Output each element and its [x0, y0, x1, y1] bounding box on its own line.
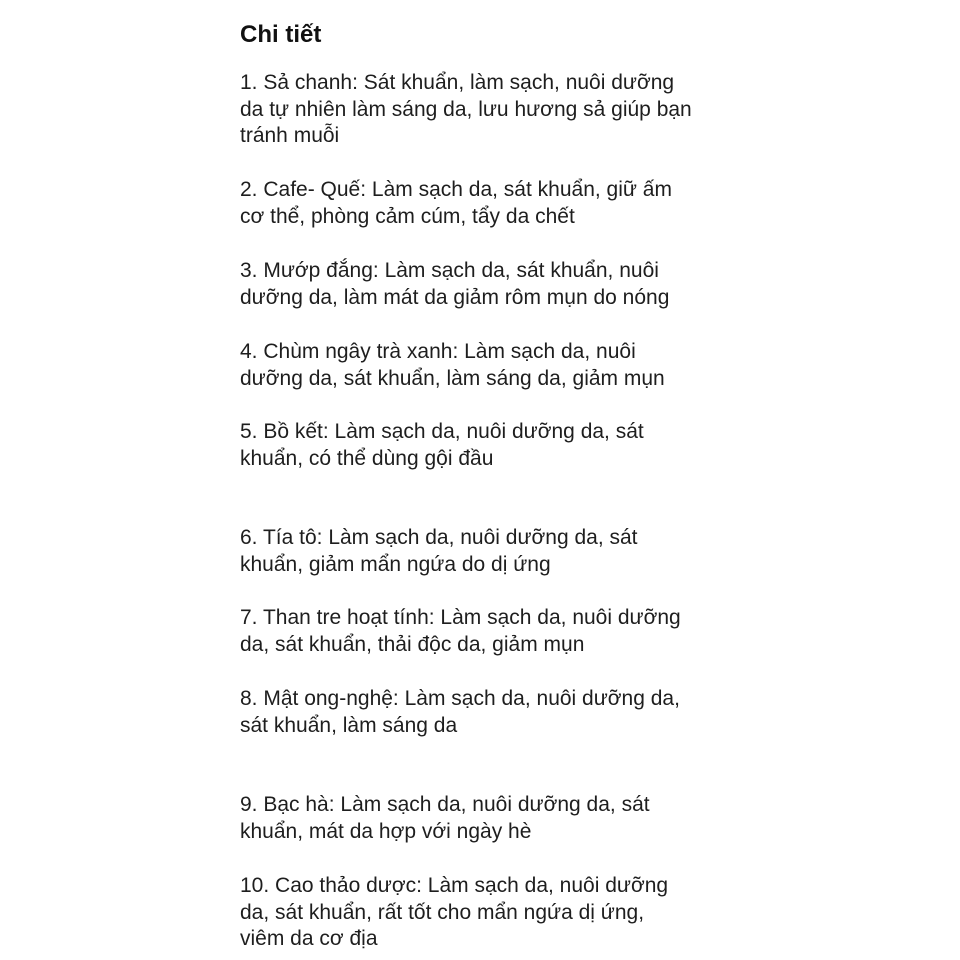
item-text-line: 3. Mướp đắng: Làm sạch da, sát khuẩn, nuôi [240, 259, 659, 282]
list-item [240, 605, 800, 658]
list-item [240, 525, 800, 578]
item-text-line: 6. Tía tô: Làm sạch da, nuôi dưỡng da, sát [240, 526, 638, 549]
item-text-line: sát khuẩn, làm sáng da [240, 713, 458, 737]
item-text-line: 10. Cao thảo dược: Làm sạch da, nuôi dưỡng [240, 874, 669, 897]
list-item [240, 873, 800, 953]
list-item [240, 70, 800, 150]
list-item [240, 792, 800, 845]
item-text-line: 8. Mật ong-nghệ: Làm sạch da, nuôi dưỡng da, [240, 687, 680, 710]
item-text-line: 9. Bạc hà: Làm sạch da, nuôi dưỡng da, sát [240, 793, 650, 816]
item-text-line: dưỡng da, làm mát da giảm rôm mụn do nóng [240, 285, 670, 309]
item-text-line: khuẩn, giảm mẩn ngứa do dị ứng [240, 552, 551, 576]
item-text-line: 5. Bồ kết: Làm sạch da, nuôi dưỡng da, sát [240, 420, 644, 443]
item-text-line: da, sát khuẩn, rất tốt cho mẩn ngứa dị ứng, [240, 900, 645, 924]
list-item [240, 686, 800, 739]
item-text-line: 7. Than tre hoạt tính: Làm sạch da, nuôi dưỡng [240, 606, 681, 629]
item-text-line: da tự nhiên làm sáng da, lưu hương sả giúp bạn [240, 97, 692, 121]
item-text-line: khuẩn, có thể dùng gội đầu [240, 446, 494, 470]
item-text-line: dưỡng da, sát khuẩn, làm sáng da, giảm mụn [240, 366, 665, 390]
item-text-line: tránh muỗi [240, 124, 340, 147]
item-text-line: viêm da cơ địa [240, 927, 378, 950]
list-item [240, 419, 800, 472]
list-item [240, 339, 800, 392]
list-item [240, 258, 800, 311]
list-item [240, 177, 800, 230]
item-text-line: da, sát khuẩn, thải độc da, giảm mụn [240, 632, 585, 656]
item-text-line: 4. Chùm ngây trà xanh: Làm sạch da, nuôi [240, 340, 636, 363]
item-text-line: 2. Cafe- Quế: Làm sạch da, sát khuẩn, giữ ấm [240, 178, 672, 201]
item-text-line: khuẩn, mát da hợp với ngày hè [240, 819, 532, 843]
item-text-line: cơ thể, phòng cảm cúm, tẩy da chết [240, 204, 575, 228]
item-text-line: 1. Sả chanh: Sát khuẩn, làm sạch, nuôi dưỡng [240, 71, 675, 94]
page-title: Chi tiết [240, 21, 322, 48]
